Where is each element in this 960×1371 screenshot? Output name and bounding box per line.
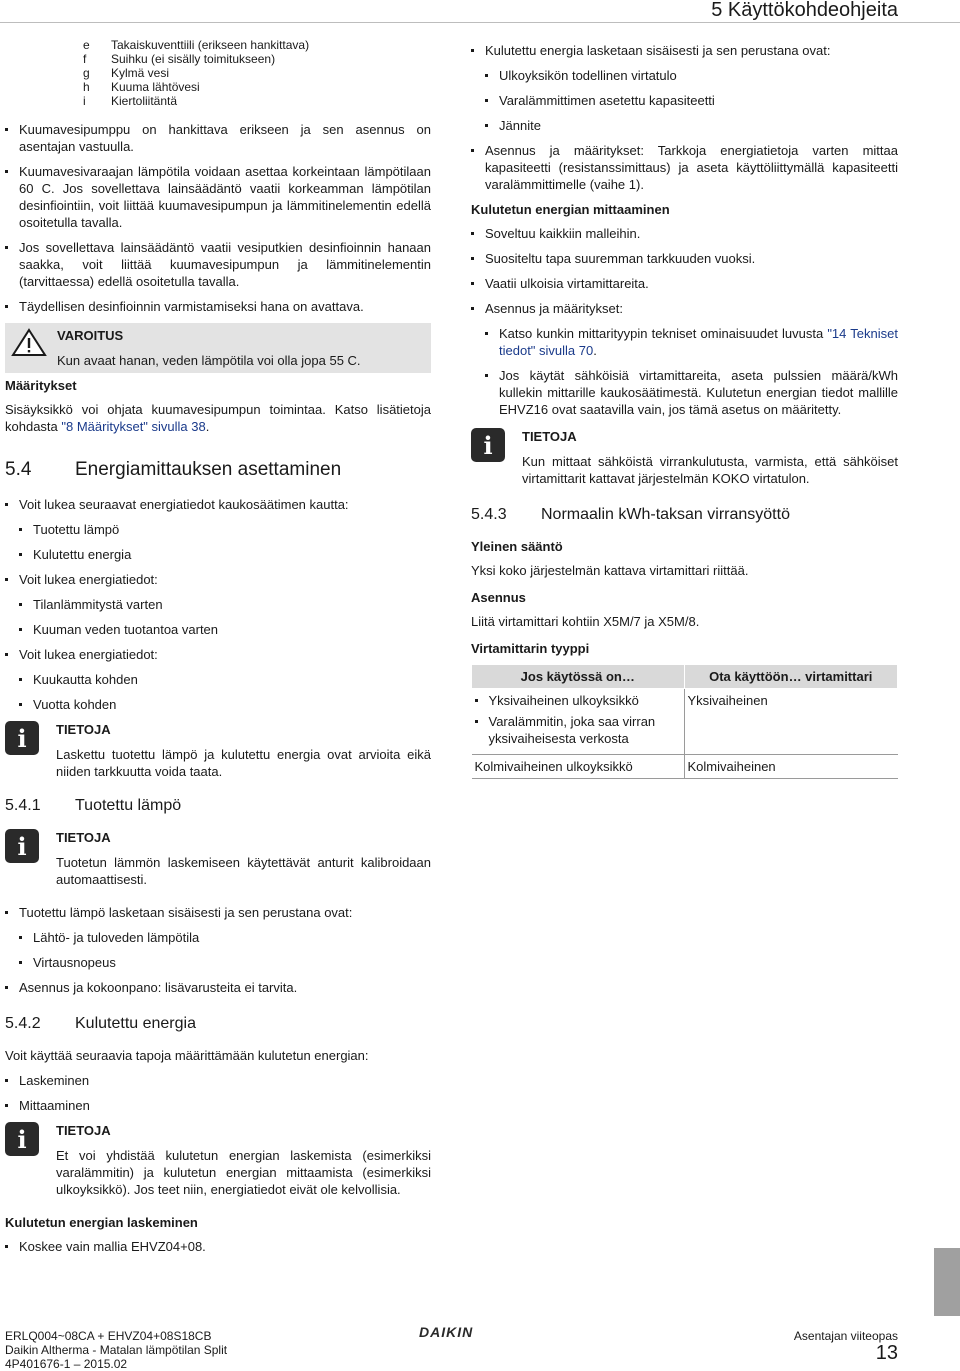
page-number: 13	[875, 1342, 898, 1364]
specs-text: Sisäyksikkö voi ohjata kuumavesipumpun toimintaa. Katso lisätietoja kohdasta "8 Määritykset" sivulla 38.	[5, 402, 431, 434]
caution-title: VAROITUS	[57, 328, 124, 343]
subheading: Kulutetun energian mittaaminen	[471, 202, 670, 217]
info-note	[5, 829, 431, 888]
tech-data-link[interactable]: "14 Tekniset tiedot" sivulla 70	[499, 326, 898, 358]
sub-bullet-item: Tilanlämmitystä varten	[5, 596, 431, 613]
bullet-item: Asennus ja määritykset: Tarkkoja energiatietoja varten mittaa kapasiteetti (resistanssimittaus) ja aseta käyttöliittymällä kapasiteetti varalämmittimelle (vaihe 1).	[471, 142, 898, 193]
bullet-item: Asennus ja määritykset:	[471, 300, 898, 317]
section-heading-5-4-2: 5.4.2 Kulutettu energia	[5, 1015, 196, 1032]
bullet-item: Voit lukea energiatiedot:	[5, 571, 431, 588]
paragraph: Yksi koko järjestelmän kattava virtamittari riittää.	[471, 563, 749, 578]
sub-bullet-item: Varalämmittimen asetettu kapasiteetti	[471, 92, 898, 109]
info-note	[471, 428, 898, 487]
note-text: Tuotetun lämmön laskemiseen käytettävät anturit kalibroidaan automaattisesti.	[56, 855, 431, 887]
footer-left	[5, 1329, 227, 1371]
bullet-item: Kulutettu energia lasketaan sisäisesti ja sen perustana ovat:	[471, 42, 898, 59]
specs-link[interactable]: "8 Määritykset" sivulla 38	[61, 419, 206, 434]
sub-bullet-item: Virtausnopeus	[5, 954, 431, 971]
right-column	[471, 42, 898, 779]
sub-bullet-item: Ulkoyksikön todellinen virtatulo	[471, 67, 898, 84]
bullet-item: Asennus ja kokoonpano: lisävarusteita ei tarvita.	[5, 979, 431, 996]
sub-bullet-item: Kulutettu energia	[5, 546, 431, 563]
paragraph: Liitä virtamittari kohtiin X5M/7 ja X5M/8.	[471, 614, 700, 629]
bullet-item: Kuumavesivaraajan lämpötila voidaan asettaa korkeintaan lämpötilaan 60 C. Jos sovellettava lainsäädäntö vaatii korkeamman lämpötilan desinfiointiin, voit liittää kuumavesipumpun ja lämmitinelementin edellä osoitetulla tavalla.	[5, 163, 431, 231]
footer-guide: Asentajan viiteopas	[793, 1329, 898, 1343]
specs-heading: Määritykset	[5, 378, 77, 393]
bullet-item: Soveltuu kaikkiin malleihin.	[471, 225, 898, 242]
sub-bullet-item: Jännite	[471, 117, 898, 134]
section-heading-5-4-3: 5.4.3 Normaalin kWh-taksan virransyöttö	[471, 506, 790, 523]
bullet-item: Kuumavesipumppu on hankittava erikseen ja sen asennus on asentajan vastuulla.	[5, 121, 431, 155]
sub-bullet-item: Jos käytät sähköisiä virtamittareita, aseta pulssien määrä/kWh kullekin mittarille kaukosäätimestä. Kulutetun energian tiedot mallille EHVZ16 ovat saatavilla vain, jos tämä asetus on määritetty.	[471, 367, 898, 418]
left-column	[5, 38, 431, 1263]
table-row	[472, 755, 898, 779]
bullet-item: Vaatii ulkoisia virtamittareita.	[471, 275, 898, 292]
daikin-logo: DAIKIN	[419, 1324, 474, 1340]
sub-bullet-item: Vuotta kohden	[5, 696, 431, 713]
sub-bullet-item: Lähtö- ja tuloveden lämpötila	[5, 929, 431, 946]
bullet-item: Täydellisen desinfioinnin varmistamiseksi hana on avattava.	[5, 298, 431, 315]
warning-triangle-icon	[11, 327, 47, 357]
sub-bullet-item: Katso kunkin mittarityypin tekniset ominaisuudet luvusta "14 Tekniset tiedot" sivulla 70.	[471, 325, 898, 359]
caution-box	[5, 323, 431, 373]
sub-bullet-item: Tuotettu lämpö	[5, 521, 431, 538]
note-title: TIETOJA	[56, 830, 111, 845]
table-cell: Yksivaiheinen ulkoyksikkö Varalämmitin, joka saa virran yksivaiheisesta verkosta	[472, 689, 685, 755]
note-text: Laskettu tuotettu lämpö ja kulutettu energia ovat arvioita eikä niiden tarkkuutta voida taata.	[56, 747, 431, 779]
note-text: Et voi yhdistää kulutetun energian laskemista (esimerkiksi varalämmitin) ja kulutetun energian mittaamista (esimerkiksi ulkoyksikkö). Jos teet niin, energiatiedot eivät ole kelvollisia.	[56, 1148, 431, 1197]
legend-row: h Kuuma lähtövesi	[83, 80, 200, 94]
table-cell: Yksivaiheinen	[684, 689, 898, 755]
legend-row: g Kylmä vesi	[83, 66, 170, 80]
footer-doc: 4P401676-1 – 2015.02	[5, 1357, 128, 1371]
sub-bullet-item: Kuukautta kohden	[5, 671, 431, 688]
info-icon: i	[5, 1122, 39, 1156]
note-title: TIETOJA	[522, 429, 577, 444]
table-cell: Kolmivaiheinen ulkoyksikkö	[472, 755, 685, 779]
meter-type-table	[471, 664, 898, 779]
section-heading-5-4-1: 5.4.1 Tuotettu lämpö	[5, 797, 182, 814]
figure-legend	[83, 38, 431, 108]
bullet-item: Voit lukea seuraavat energiatiedot kaukosäätimen kautta:	[5, 496, 431, 513]
info-icon: i	[5, 829, 39, 863]
info-note	[5, 721, 431, 780]
info-icon: i	[5, 721, 39, 755]
table-header-row	[472, 665, 898, 689]
table-row	[472, 689, 898, 755]
table-cell: Kolmivaiheinen	[684, 755, 898, 779]
subheading: Kulutetun energian laskeminen	[5, 1215, 198, 1230]
note-text: Kun mittaat sähköistä virrankulutusta, varmista, että sähköiset virtamittarit kattavat järjestelmän KOKO virtatulon.	[522, 454, 898, 486]
bullet-item: Tuotettu lämpö lasketaan sisäisesti ja sen perustana ovat:	[5, 904, 431, 921]
paragraph: Voit käyttää seuraavia tapoja määrittämään kulutetun energian:	[5, 1048, 369, 1063]
chapter-title: 5 Käyttökohdeohjeita	[711, 0, 898, 21]
subheading: Yleinen sääntö	[471, 539, 563, 554]
table-header: Jos käytössä on…	[472, 665, 685, 689]
section-heading-5-4: 5.4 Energiamittauksen asettaminen	[5, 459, 342, 480]
footer-product: Daikin Altherma - Matalan lämpötilan Split	[5, 1343, 228, 1357]
info-note	[5, 1122, 431, 1198]
bullet-item: Koskee vain mallia EHVZ04+08.	[5, 1238, 431, 1255]
note-title: TIETOJA	[56, 722, 111, 737]
legend-row: e Takaiskuventtiili (erikseen hankittava)	[83, 38, 310, 52]
legend-row: f Suihku (ei sisälly toimitukseen)	[83, 52, 276, 66]
bullet-item: Voit lukea energiatiedot:	[5, 646, 431, 663]
caution-text: Kun avaat hanan, veden lämpötila voi olla jopa 55 C.	[57, 353, 361, 368]
subheading: Asennus	[471, 590, 526, 605]
info-icon: i	[471, 428, 505, 462]
table-header: Ota käyttöön… virtamittari	[684, 665, 898, 689]
bullet-item: Mittaaminen	[5, 1097, 431, 1114]
legend-row: i Kiertoliitäntä	[83, 94, 178, 108]
sub-bullet-item: Kuuman veden tuotantoa varten	[5, 621, 431, 638]
footer-model: ERLQ004~08CA + EHVZ04+08S18CB	[5, 1329, 212, 1343]
note-title: TIETOJA	[56, 1123, 111, 1138]
side-tab-marker	[934, 1248, 960, 1316]
subheading: Virtamittarin tyyppi	[471, 641, 590, 656]
bullet-item: Suositeltu tapa suuremman tarkkuuden vuoksi.	[471, 250, 898, 267]
bullet-item: Laskeminen	[5, 1072, 431, 1089]
bullet-item: Jos sovellettava lainsäädäntö vaatii vesiputkien desinfioinnin hanaan saakka, voit liittää kuumavesipumpun ja lämmitinelementin (tarvittaessa) edellä osoitetulla tavalla.	[5, 239, 431, 290]
